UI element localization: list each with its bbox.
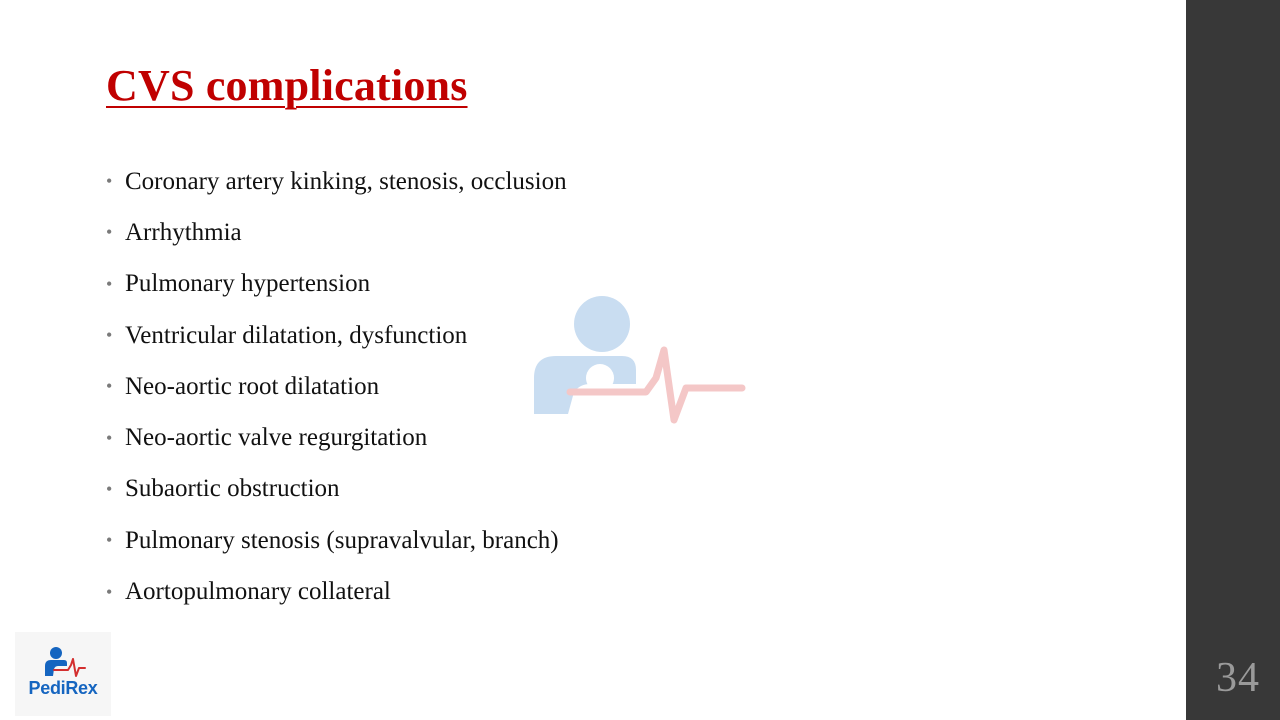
- list-item: [106, 464, 567, 515]
- list-item: [106, 566, 567, 617]
- bullet-marker: •: [106, 427, 113, 448]
- bullet-text: Subaortic obstruction: [125, 475, 340, 503]
- bullet-text: Ventricular dilatation, dysfunction: [125, 321, 468, 349]
- list-item: [106, 310, 567, 361]
- bullet-text: Arrhythmia: [125, 218, 242, 246]
- bullet-marker: •: [106, 478, 113, 499]
- logo-text: PediRex: [28, 678, 98, 698]
- list-item: [106, 259, 567, 310]
- bullet-text: Coronary artery kinking, stenosis, occlusion: [125, 167, 567, 195]
- bullet-list: [106, 156, 567, 618]
- pedirex-logo: [15, 632, 111, 716]
- bullet-marker: •: [106, 171, 113, 192]
- slide-title: CVS complications: [106, 61, 468, 110]
- bullet-marker: •: [106, 581, 113, 602]
- bullet-marker: •: [106, 222, 113, 243]
- bullet-text: Pulmonary hypertension: [125, 270, 371, 298]
- bullet-text: Neo-aortic root dilatation: [125, 372, 380, 400]
- person-heartbeat-icon: [44, 646, 86, 680]
- page-number: 34: [1216, 655, 1260, 701]
- list-item: [106, 515, 567, 566]
- side-band: [1186, 0, 1280, 720]
- bullet-marker: •: [106, 530, 113, 551]
- bullet-marker: •: [106, 273, 113, 294]
- list-item: [106, 361, 567, 412]
- bullet-text: Neo-aortic valve regurgitation: [125, 424, 428, 452]
- bullet-marker: •: [106, 325, 113, 346]
- list-item: [106, 412, 567, 463]
- bullet-marker: •: [106, 376, 113, 397]
- bullet-text: Aortopulmonary collateral: [125, 578, 391, 606]
- list-item: [106, 156, 567, 207]
- bullet-text: Pulmonary stenosis (supravalvular, branch): [125, 526, 559, 554]
- list-item: [106, 207, 567, 258]
